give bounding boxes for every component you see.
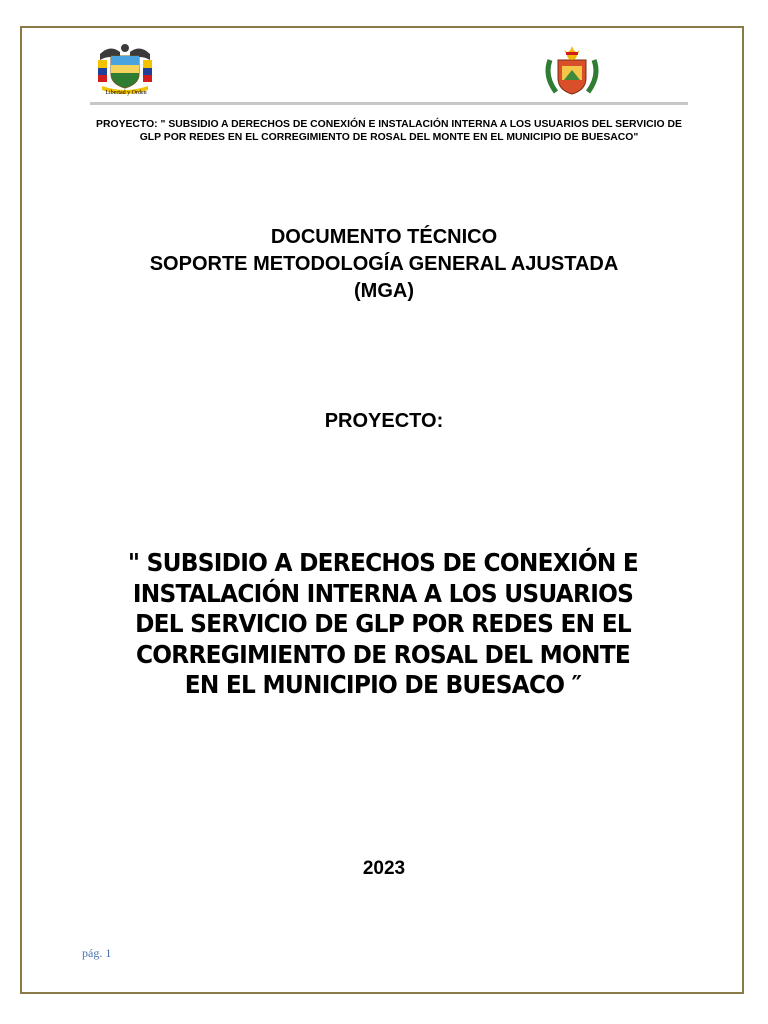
document-title-line-3: (MGA) [354,280,414,302]
left-logo-caption: Libertad y Orden [105,90,147,96]
header-rule [90,102,688,105]
colombia-coat-of-arms-icon [94,40,156,100]
document-year: 2023 [362,858,406,879]
document-title [90,224,678,305]
narino-coat-of-arms-icon [542,46,602,98]
header-project-title: PROYECTO: " SUBSIDIO A DERECHOS DE CONEXIÓN E INSTALACIÓN INTERNA A LOS USUARIOS DEL SERVICIO DE GLP POR REDES EN EL CORREGIMIENTO DE ROSAL DEL MONTE EN EL MUNICIPIO DE BUESACO" [96,119,682,143]
page-number: pág. 1 [82,946,112,960]
project-title: " SUBSIDIO A DERECHOS DE CONEXIÓN E INSTALACIÓN INTERNA A LOS USUARIOS DEL SERVICIO DE GLP POR REDES EN EL CORREGIMIENTO DE ROSAL DEL MONTE EN EL MUNICIPIO DE BUESACO ″ [127,548,639,699]
document-title-line-2: SOPORTE METODOLOGÍA GENERAL AJUSTADA [149,253,619,275]
document-title-line-1: DOCUMENTO TÉCNICO [270,226,498,248]
page-border [20,26,744,994]
proyecto-label: PROYECTO: [324,410,444,432]
